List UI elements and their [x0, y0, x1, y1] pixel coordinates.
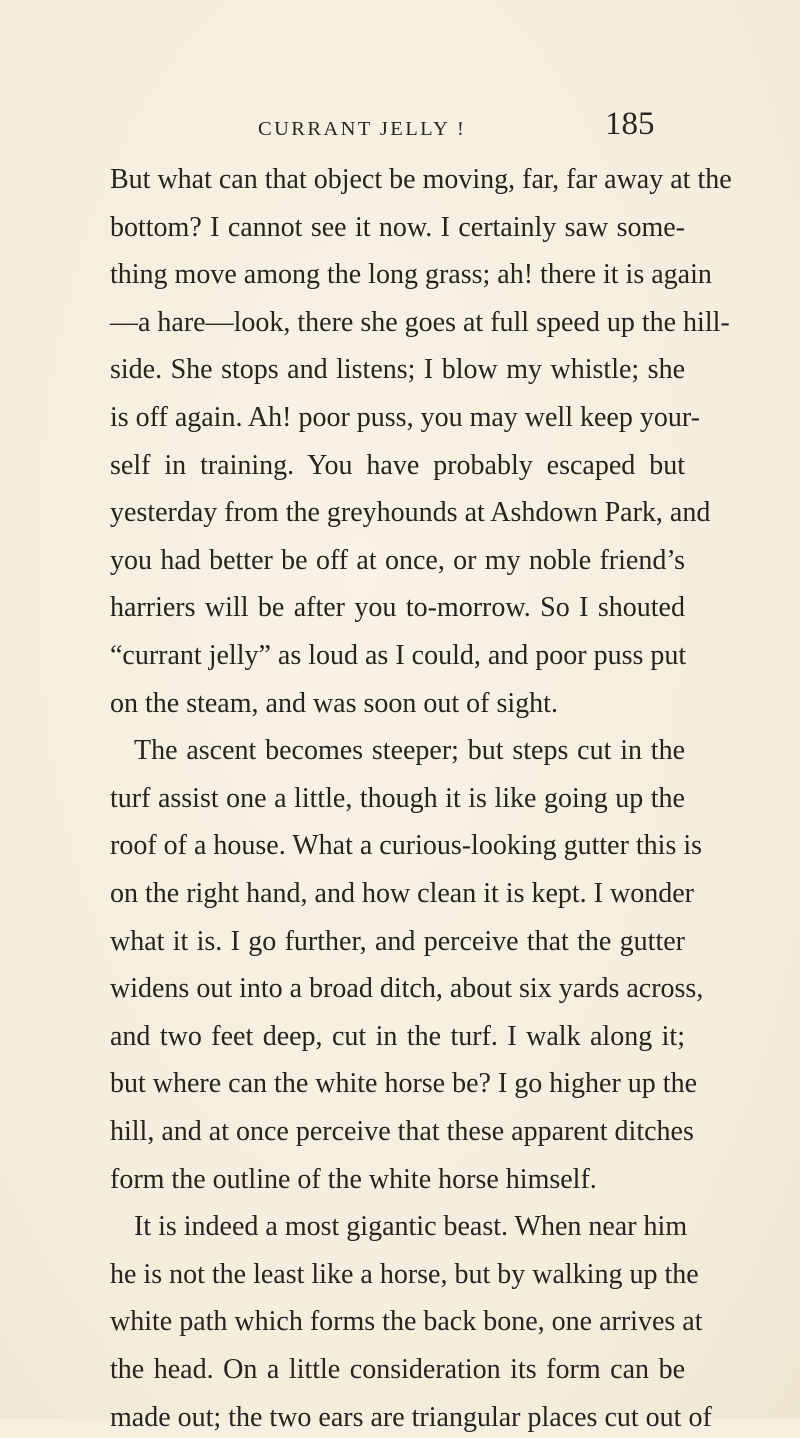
text-line: on the right hand, and how clean it is kept. I wonder — [110, 878, 694, 909]
text-line: you had better be off at once, or my noble friend’s — [110, 544, 685, 576]
text-line: bottom? I cannot see it now. I certainly saw some- — [110, 211, 685, 243]
text-line: turf assist one a little, though it is like going up the — [110, 782, 685, 814]
text-line: white path which forms the back bone, one arrives at — [110, 1306, 703, 1338]
text-line: hill, and at once perceive that these apparent ditches — [110, 1116, 694, 1147]
text-line: form the outline of the white horse himself. — [110, 1163, 597, 1195]
page-number: 185 — [605, 106, 655, 142]
text-line: “currant jelly” as loud as I could, and poor puss put — [110, 640, 687, 671]
text-line: self in training. You have probably escaped but — [110, 449, 685, 481]
running-head-title: CURRANT JELLY ! — [258, 118, 467, 140]
text-line: —a hare—look, there she goes at full speed up the hill- — [110, 306, 730, 338]
text-line: made out; the two ears are triangular places cut out of — [110, 1401, 712, 1433]
text-line: on the steam, and was soon out of sight. — [110, 687, 558, 719]
text-line: he is not the least like a horse, but by walking up the — [110, 1258, 699, 1290]
text-line: harriers will be after you to-morrow. So I shouted — [110, 592, 685, 624]
text-line: It is indeed a most gigantic beast. When near him — [134, 1211, 688, 1243]
text-line: The ascent becomes steeper; but steps cut in the — [134, 735, 685, 767]
text-line: is off again. Ah! poor puss, you may well keep your- — [110, 402, 700, 433]
text-line: thing move among the long grass; ah! there it is again — [110, 259, 712, 291]
text-line: widens out into a broad ditch, about six yards across, — [110, 973, 704, 1005]
text-line: But what can that object be moving, far, far away at the — [110, 164, 732, 195]
text-line: and two feet deep, cut in the turf. I walk along it; — [110, 1020, 685, 1052]
text-line: but where can the white horse be? I go higher up the — [110, 1068, 698, 1100]
text-line: the head. On a little consideration its form can be — [110, 1354, 685, 1385]
text-line: roof of a house. What a curious-looking gutter this is — [110, 830, 703, 862]
text-line: yesterday from the greyhounds at Ashdown Park, and — [110, 497, 711, 529]
text-line: what it is. I go further, and perceive that the gutter — [110, 925, 685, 957]
text-line: side. She stops and listens; I blow my whistle; she — [110, 354, 685, 386]
